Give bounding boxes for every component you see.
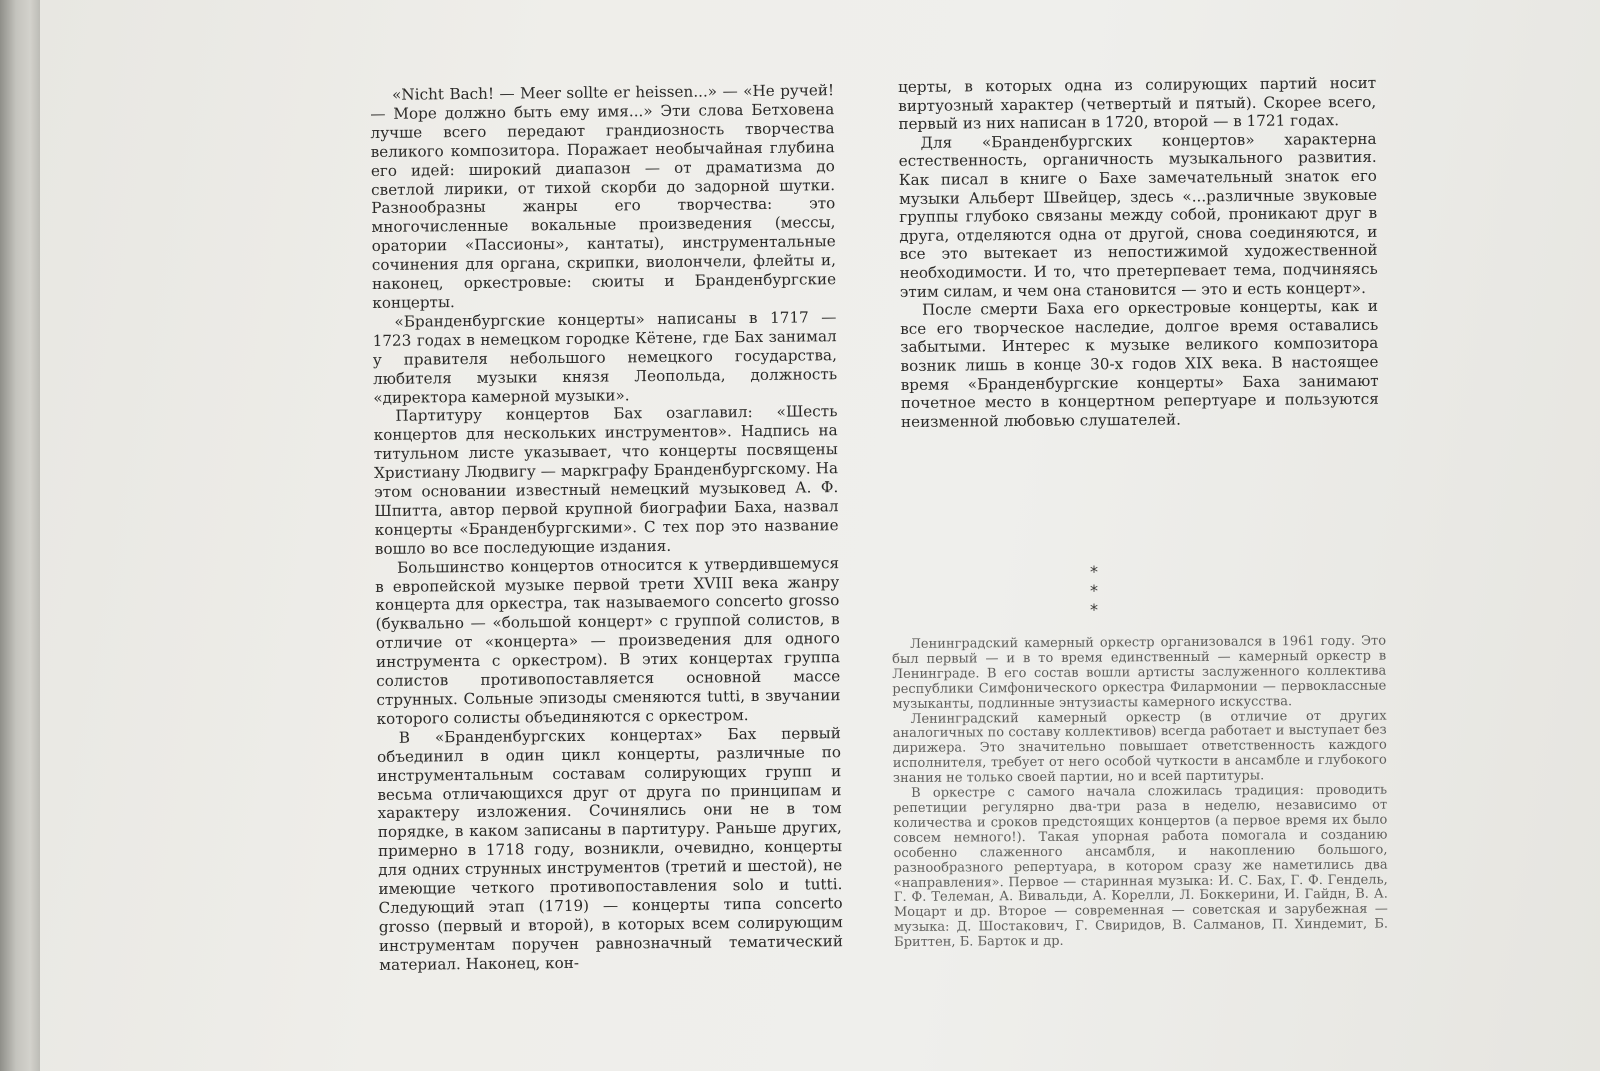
paragraph-title: Партитуру концертов Бах озаглавил: «Шесть концертов для нескольких инструментов». Надпись на титульном листе указывает, что концерты посвящены Христиану Людвигу — маркграфу Бранденбургскому. На этом основании известный немецкий музыковед А. Ф. Шпитта, автор первой крупной биографии Баха, назвал концерты «Бранденбургскими». С тех пор это название вошло во все последующие издания. bbox=[373, 402, 839, 558]
section-separator: * * * bbox=[1090, 562, 1126, 619]
booklet-spine-edge bbox=[0, 0, 40, 1071]
paragraph-intro: «Nicht Bach! — Meer sollte er heissen...» — «Не ручей! — Море должно быть ему имя...» Эти слова Бетховена лучше всего передают грандиозность творчества великого композитора. Поражает необычайная глубина его идей: широкий диапазон — от драматизма до светлой лирики, от тихой скорби до задорной шутки. Разнообразны жанры его творчества: это многочисленные вокальные произведения (мессы, оратории «Пассионы», кантаты), инструментальные сочинения для органа, скрипки, виолончели, флейты и, наконец, оркестровые: сюиты и Бранденбургские концерты. bbox=[370, 81, 837, 312]
note-paragraph-founding: Ленинградский камерный оркестр организовался в 1961 году. Это был первый — и в то время единственный — камерный оркестр в Ленинграде. В его состав вошли артисты заслуженного коллектива республики Симфонического оркестра Филармонии — первоклассные музыканты, подлинные энтузиасты камерного искусства. bbox=[892, 633, 1387, 712]
paragraph-cycle: В «Бранденбургских концертах» Бах первый объединил в один цикл концерты, различные по инструментальным составам солирующих групп и весьма отличающихся друг от друга по принципам и характеру изложения. Сочинялись они не в том порядке, в каком записаны в партитуру. Раньше других, примерно в 1718 году, возникли, очевидно, концерты для одних струнных инструментов (третий и шестой), не имеющие четкого противопоставления solo и tutti. Следующий этап (1719) — концерты типа concerto grosso (первый и второй), в которых всем солирующим инструментам поручен равнозначный тематический материал. Наконец, кон- bbox=[376, 723, 844, 974]
paragraph-continuation: церты, в которых одна из солирующих партий носит виртуозный характер (четвертый и пятый). Скорее всего, первый из них написан в 1720, второй — в 1721 годах. bbox=[898, 73, 1377, 134]
paragraph-genre: Большинство концертов относится к утвердившемуся в европейской музыке первой трети XVIII века жанру концерта для оркестра, так называемого concerto grosso (буквально — «большой концерт» с группой солистов, в отличие от «концерта» — произведения для одного инструмента с оркестром). В этих концертах группа солистов противопоставляется основной массе струнных. Сольные эпизоды сменяются tutti, в звучании которого солисты объединяются с оркестром. bbox=[375, 553, 841, 728]
booklet-page bbox=[40, 0, 1600, 1071]
right-text-column bbox=[898, 74, 1379, 431]
orchestra-note-column bbox=[892, 635, 1388, 951]
paragraph-history: «Бранденбургские концерты» написаны в 1717 — 1723 годах в немецком городке Кётене, где Бах занимал у правителя небольшого немецкого государства, любителя музыки князя Леопольда, должность «директора камерной музыки». bbox=[372, 308, 838, 407]
note-paragraph-no-conductor: Ленинградский камерный оркестр (в отличие от других аналогичных по составу коллективов) всегда работает и выступает без дирижера. Это значительно повышает ответственность каждого исполнителя, требует от него особой чуткости в ансамбле и глубокого знания не только своей партии, но и всей партитуры. bbox=[892, 708, 1387, 787]
paragraph-legacy: После смерти Баха его оркестровые концерты, как и все его творческое наследие, долгое время оставались забытыми. Интерес к музыке великого композитора возник лишь в конце 30-х годов XIX века. В настоящее время «Бранденбургские концерты» Баха занимают почетное место в концертном репертуаре и пользуются неизменной любовью слушателей. bbox=[900, 296, 1379, 431]
note-paragraph-repertoire: В оркестре с самого начала сложилась традиция: проводить репетиции регулярно два-три раза в неделю, независимо от количества и сроков предстоящих концертов (а первое время их было совсем немного!). Такая упорная работа помогала и созданию особенно слаженного ансамбля, и накоплению большого, разнообразного репертуара, в котором сразу же наметились два «направления». Первое — старинная музыка: И. С. Бах, Г. Ф. Гендель, Г. Ф. Телеман, А. Вивальди, А. Корелли, Л. Боккерини, И. Гайдн, В. А. Моцарт и др. Второе — современная — советская и зарубежная — музыка: Д. Шостакович, Г. Свиридов, В. Салманов, П. Хиндемит, Б. Бриттен, Б. Барток и др. bbox=[893, 782, 1389, 951]
paragraph-schweitzer: Для «Бранденбургских концертов» характерна естественность, органичность музыкального развития. Как писал в книге о Бахе замечательный знаток его музыки Альберт Швейцер, здесь «...различные звуковые группы глубоко связаны между собой, проникают друг в друга, отделяются одна от другой, снова соединяются, и все это вытекает из непостижимой художественной необходимости. И то, что претерпевает тема, подчиняясь этим силам, и чем она становится — это и есть концерт». bbox=[898, 129, 1378, 301]
left-text-column bbox=[370, 81, 843, 974]
